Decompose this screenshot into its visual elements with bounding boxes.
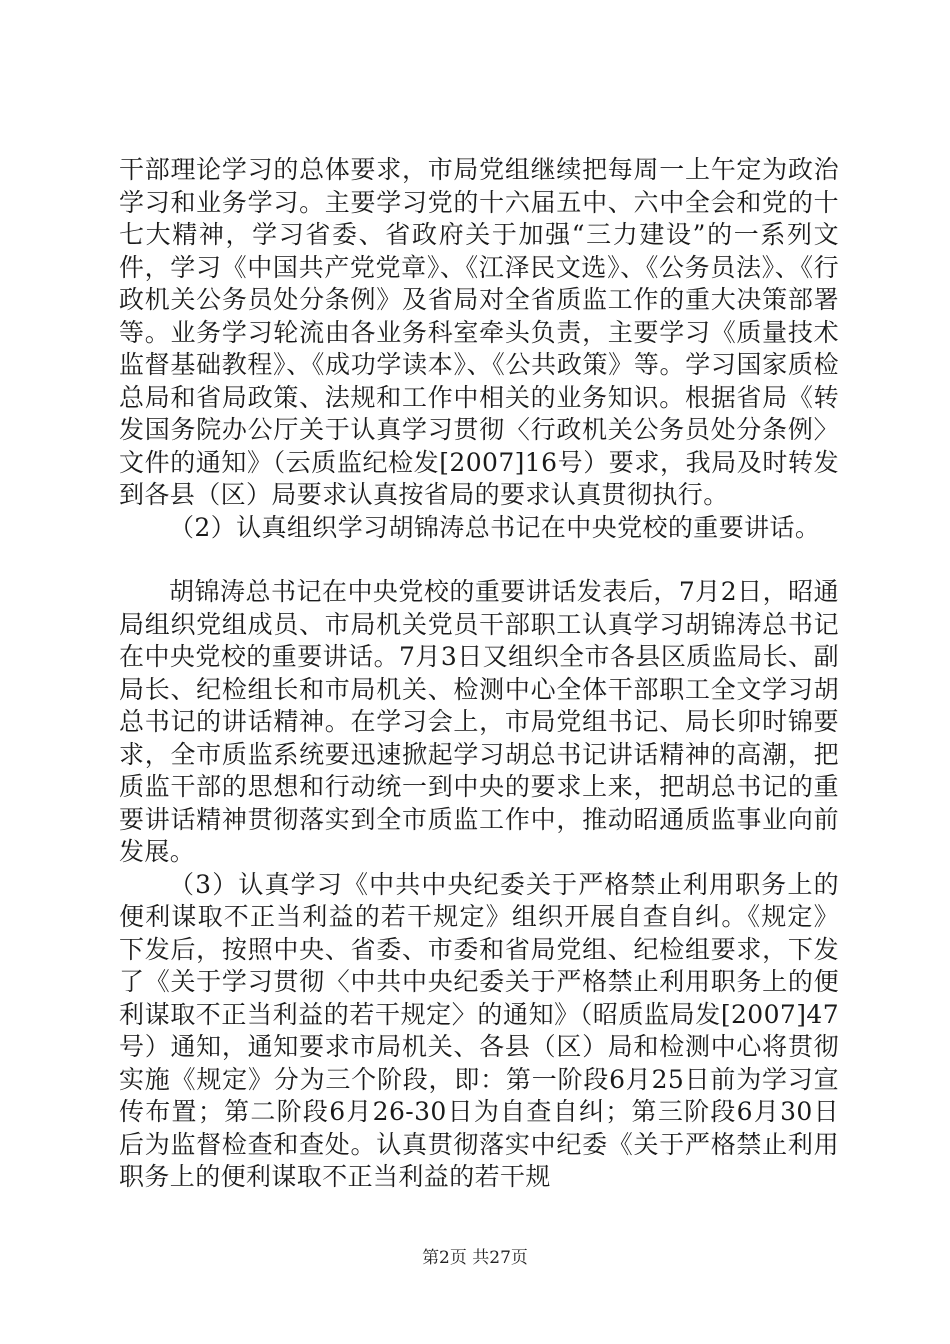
paragraph-3: 胡锦涛总书记在中央党校的重要讲话发表后，7月2日，昭通局组织党组成员、市局机关党员干部职工认真学习胡锦涛总书记在中央党校的重要讲话。7月3日又组织全市各县区质监局长、副局长、纪检组长和市局机关、检测中心全体干部职工全文学习胡总书记的讲话精神。在学习会上，市局党组书记、局长卯时锦要求，全市质监系统要迅速掀起学习胡总书记讲话精神的高潮，把质监干部的思想和行动统一到中央的要求上来，把胡总书记的重要讲话精神贯彻落实到全市质监工作中，推动昭通质监事业向前发展。 [119, 577, 839, 866]
paragraph-4: （3）认真学习《中共中央纪委关于严格禁止利用职务上的便利谋取不正当利益的若干规定》组织开展自查自纠。《规定》下发后，按照中央、省委、市委和省局党组、纪检组要求，下发了《关于学习贯彻〈中共中央纪委关于严格禁止利用职务上的便利谋取不正当利益的若干规定〉的通知》（昭质监局发[2007]47号）通知，通知要求市局机关、各县（区）局和检测中心将贯彻实施《规定》分为三个阶段，即：第一阶段6月25日前为学习宣传布置；第二阶段6月26-30日为自查自纠；第三阶段6月30日后为监督检查和查处。认真贯彻落实中纪委《关于严格禁止利用职务上的便利谋取不正当利益的若干规 [119, 869, 839, 1191]
paragraph-2-heading: （2）认真组织学习胡锦涛总书记在中央党校的重要讲话。 [169, 512, 821, 542]
document-body [119, 154, 839, 1194]
page-footer: 第2页 共27页 [422, 1248, 528, 1268]
paragraph-1: 干部理论学习的总体要求，市局党组继续把每周一上午定为政治学习和业务学习。主要学习党的十六届五中、六中全会和党的十七大精神，学习省委、省政府关于加强“三力建设”的一系列文件，学习《中国共产党党章》、《江泽民文选》、《公务员法》、《行政机关公务员处分条例》及省局对全省质监工作的重大决策部署等。业务学习轮流由各业务科室牵头负责，主要学习《质量技术监督基础教程》、《成功学读本》、《公共政策》等。学习国家质检总局和省局政策、法规和工作中相关的业务知识。根据省局《转发国务院办公厅关于认真学习贯彻〈行政机关公务员处分条例〉文件的通知》（云质监纪检发[2007]16号）要求，我局及时转发到各县（区）局要求认真按省局的要求认真贯彻执行。 [119, 155, 839, 509]
paragraph-gap [119, 544, 839, 576]
